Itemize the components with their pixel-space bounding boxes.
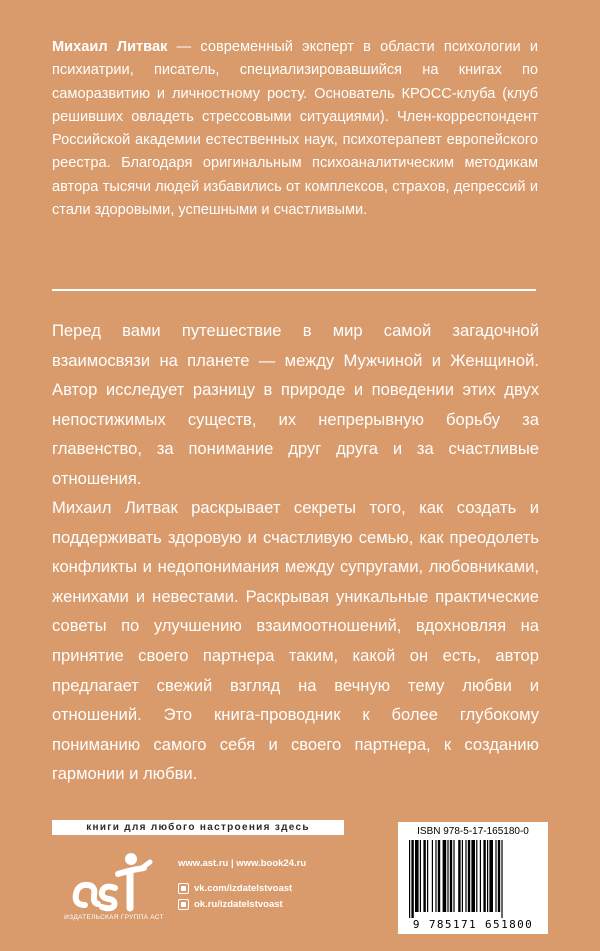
barcode-bar bbox=[453, 840, 454, 912]
barcode-bar bbox=[423, 840, 425, 912]
barcode-bar bbox=[415, 840, 419, 912]
barcode-bar bbox=[432, 840, 433, 912]
barcode-bar bbox=[462, 840, 463, 912]
barcode-bar bbox=[480, 840, 481, 912]
barcode-bar bbox=[487, 840, 488, 912]
author-bio bbox=[52, 36, 538, 222]
barcode-bar bbox=[409, 840, 410, 918]
barcode-bar bbox=[420, 840, 421, 912]
ok-icon bbox=[178, 899, 189, 910]
vk-icon bbox=[178, 883, 189, 894]
barcode-bar bbox=[435, 840, 436, 912]
barcode-bar bbox=[411, 840, 413, 918]
barcode-bar bbox=[465, 840, 466, 912]
publisher-logo bbox=[52, 850, 176, 940]
logo-caption: ИЗДАТЕЛЬСКАЯ ГРУППА АСТ bbox=[64, 914, 164, 921]
barcode-bar bbox=[450, 840, 452, 912]
websites: www.ast.ru | www.book24.ru bbox=[178, 858, 307, 869]
barcode-bar bbox=[483, 840, 485, 912]
barcode-bar bbox=[443, 840, 447, 912]
barcode-bar bbox=[471, 840, 475, 912]
description-paragraph-1: Перед вами путешествие в мир самой загадочной взаимосвязи на планете — между Мужчиной и Женщиной. Автор исследует разницу в природе и поведении этих двух непостижимых существ, их непрерывную борьбу за главенство, за понимание друг друга и за счастливые отношения. bbox=[52, 321, 539, 488]
barcode-bar bbox=[438, 840, 440, 912]
isbn-barcode-box bbox=[398, 822, 548, 934]
publisher-tagline: книги для любого настроения здесь bbox=[52, 820, 344, 835]
vk-link-row bbox=[178, 880, 378, 896]
barcode-bar bbox=[489, 840, 493, 912]
publisher-links bbox=[178, 858, 378, 912]
barcode-bar bbox=[495, 840, 496, 912]
author-name: Михаил Литвак bbox=[52, 39, 168, 55]
barcode-digits: 9 785171 651800 bbox=[412, 918, 534, 931]
ok-link-row bbox=[178, 896, 378, 912]
divider bbox=[52, 289, 536, 291]
ok-link: ok.ru/izdatelstvoast bbox=[194, 898, 283, 910]
isbn-text: ISBN 978-5-17-165180-0 bbox=[417, 826, 529, 837]
barcode-bar bbox=[498, 840, 500, 912]
ast-logo-icon bbox=[52, 850, 176, 916]
barcode-bar bbox=[476, 840, 477, 912]
author-bio-text: — современный эксперт в области психологии и психиатрии, писатель, специализировавшийся на книгах по саморазвитию и личностному росту. Основатель КРОСС-клуба (клуб решивших овладеть стрессовыми ситуациями). Член-корреспондент Российской академии естественных наук, психотерапевт европейского реестра. Благодаря оригинальным психоаналитическим методикам автора тысячи людей избавились от комплексов, страхов, депрессий и стали здоровыми, успешными и счастливыми. bbox=[52, 39, 538, 219]
description-paragraph-2: Михаил Литвак раскрывает секреты того, как создать и поддерживать здоровую и счастливую семью, как преодолеть конфликты и недопонимания между супругами, любовниками, женихами и невестами. Раскрывая уникальные практические советы по улучшению взаимоотношений, вдохновляя на принятие своего партнера таким, какой он есть, автор предлагает свежий взгляд на вечную тему любви и отношений. Это книга-проводник к более глубокому пониманию самого себя и своего партнера, к созданию гармонии и любви. bbox=[52, 498, 539, 784]
barcode-bar bbox=[447, 840, 448, 912]
barcode-bar bbox=[458, 840, 460, 912]
barcode-bar bbox=[501, 840, 502, 918]
barcode-bar bbox=[427, 840, 428, 912]
barcode-icon bbox=[407, 840, 539, 918]
barcode-bar bbox=[468, 840, 470, 912]
vk-link: vk.com/izdatelstvoast bbox=[194, 882, 293, 894]
